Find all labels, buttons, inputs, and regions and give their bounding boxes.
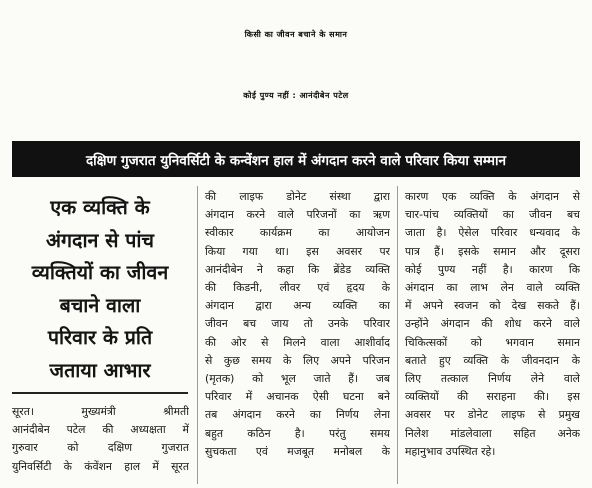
column-divider [197, 186, 198, 484]
column-line: बताते हुए व्यक्ति के जीवनदान के [405, 353, 580, 367]
column-line: अंगदान द्वारा अन्य व्यक्ति का [205, 299, 390, 313]
column-line: स्वीकार कार्यक्रम का आयोजन [205, 226, 390, 240]
column-line: महानुभाव उपस्थित रहे। [405, 444, 496, 458]
column-line: सुचकता एवं मजबूत मनोबल के [205, 444, 390, 458]
side-headline-line: जताया आभार [49, 358, 151, 382]
column-line: गुरुवार को दक्षिण गुजरात [12, 441, 189, 455]
article-column-1 [12, 403, 189, 476]
column-line: अंगदान करने वाले परिजनों का ऋण [205, 208, 390, 222]
side-headline-line: परिवार के प्रति [47, 326, 153, 349]
subheadline-banner [12, 141, 580, 177]
column-line: चिकित्सकों को भगवान समान [405, 335, 580, 349]
main-headline [6, 4, 586, 126]
column-line: चार-पांच व्यक्तियों का जीवन बच [405, 208, 580, 222]
article-column-2 [205, 188, 390, 461]
column-line: लिए तत्काल निर्णय लेने वाले [405, 372, 580, 386]
column-line: किया गया था। इस अवसर पर [205, 244, 390, 258]
side-headline-divider [12, 392, 188, 394]
column-line: आनंदीबेन ने कहा कि ब्रेंडेड व्यक्ति [205, 262, 390, 276]
side-headline [12, 192, 188, 387]
column-line: पात्र हैं। इसके समान और दूसरा [405, 244, 580, 258]
column-line: जीवन बच जाय तो उनके परिवार [205, 317, 390, 331]
subheadline-text: दक्षिण गुजरात युनिवर्सिटी के कन्वेंशन हाल में अंगदान करने वाले परिवार किया सम्मान [85, 152, 507, 169]
column-line: (मृतक) को भूल जाते हैं। जब [205, 372, 390, 386]
column-line: अंगदान का लाभ लेन वाले व्यक्ति [405, 281, 580, 295]
column-line: से कुछ समय के लिए अपने परिजन [205, 353, 390, 367]
column-line: अवसर पर डोनेट लाइफ से प्रमुख [405, 408, 580, 422]
column-line: की किडनी, लीवर एवं हृदय के [205, 281, 390, 295]
column-line: परिवार में अचानक ऐसी घटना बने [205, 390, 390, 404]
column-line: जाता है। ऐसेल परिवार धन्यवाद के [405, 226, 580, 240]
column-line: सूरत। मुख्यमंत्री श्रीमती [12, 405, 189, 418]
column-line: आनंदीबेन पटेल की अध्यक्षता में [12, 423, 189, 437]
column-line: बहुत कठिन है। परंतु समय [205, 426, 390, 440]
side-headline-line: अंगदान से पांच [46, 228, 154, 252]
column-line: व्यक्तियों की सराहना की। इस [405, 390, 580, 404]
column-line: कारण एक व्यक्ति के अंगदान से [405, 190, 580, 203]
column-line: निलेश मांडलेवाला सहित अनेक [405, 426, 580, 440]
side-headline-line: बचाने वाला [59, 293, 141, 317]
column-line: कोई पुण्य नहीं है। कारण कि [405, 262, 580, 276]
side-headline-line: व्यक्तियों का जीवन [31, 261, 169, 284]
side-headline-line: एक व्यक्ति के [50, 196, 150, 219]
column-line: युनिवर्सिटी के कंवेंशन हाल में सूरत [12, 459, 189, 473]
column-line: तब अंगदान करने का निर्णय लेना [205, 408, 390, 422]
column-line: की लाइफ डोनेट संस्था द्वारा [205, 190, 390, 203]
headline-line-2: कोई पुण्य नहीं : आनंदीबेन पटेल [243, 91, 349, 100]
article-column-3 [405, 188, 580, 461]
column-line: उन्होंने अंगदान की शोध करने वाले [405, 317, 580, 331]
column-line: की ओर से मिलने वाला आशीर्वाद [205, 335, 390, 349]
column-line: में अपने स्वजन को देख सकते हैं। [405, 299, 580, 313]
column-divider [397, 186, 398, 484]
headline-line-1: किसी का जीवन बचाने के समान [244, 30, 348, 39]
